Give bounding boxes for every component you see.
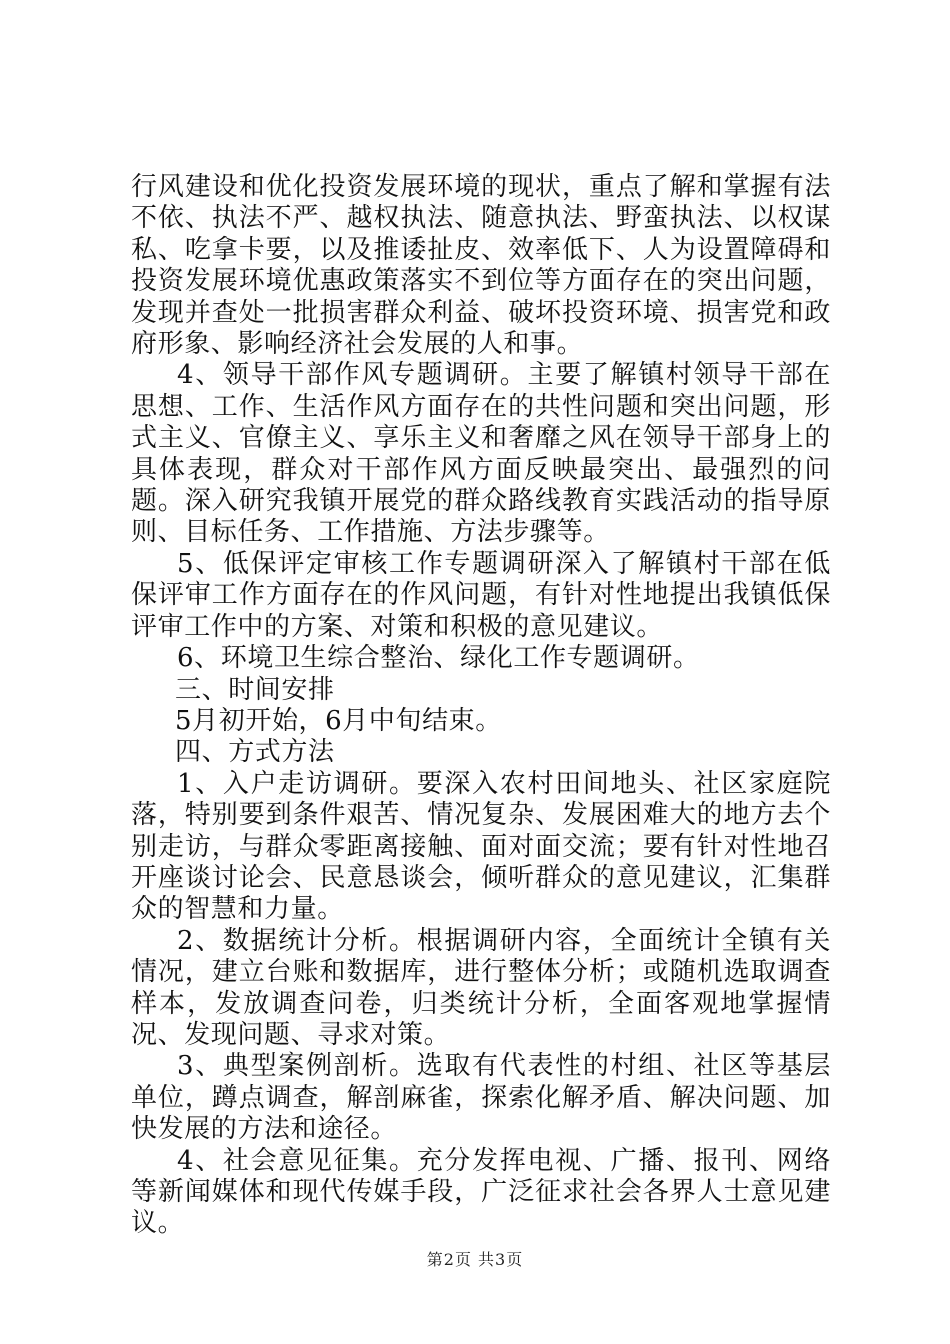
paragraph-method-4-opinions: 4、社会意见征集。充分发挥电视、广播、报刊、网络等新闻媒体和现代传媒手段，广泛征求社会各界人士意见建议。 [131, 1145, 831, 1239]
paragraph-method-1-visits: 1、入户走访调研。要深入农村田间地头、社区家庭院落，特别要到条件艰苦、情况复杂、发展困难大的地方去个别走访，与群众零距离接触、面对面交流；要有针对性地召开座谈讨论会、民意恳谈会，倾听群众的意见建议，汇集群众的智慧和力量。 [131, 768, 831, 925]
paragraph-method-3-case-study: 3、典型案例剖析。选取有代表性的村组、社区等基层单位，蹲点调查，解剖麻雀，探索化解矛盾、解决问题、加快发展的方法和途径。 [131, 1051, 831, 1145]
section-heading-schedule: 三、时间安排 [175, 674, 335, 705]
paragraph-continuation: 行风建设和优化投资发展环境的现状，重点了解和掌握有法不依、执法不严、越权执法、随意执法、野蛮执法、以权谋私、吃拿卡要，以及推诿扯皮、效率低下、人为设置障碍和投资发展环境优惠政策落实不到位等方面存在的突出问题，发现并查处一批损害群众利益、破坏投资环境、损害党和政府形象、影响经济社会发展的人和事。 [131, 172, 831, 360]
paragraph-item-6-environment: 6、环境卫生综合整治、绿化工作专题调研。 [177, 643, 700, 674]
paragraph-item-4-cadre-style: 4、领导干部作风专题调研。主要了解镇村领导干部在思想、工作、生活作风方面存在的共性问题和突出问题，形式主义、官僚主义、享乐主义和奢靡之风在领导干部身上的具体表现，群众对干部作风方面反映最突出、最强烈的问题。深入研究我镇开展党的群众路线教育实践活动的指导原则、目标任务、工作措施、方法步骤等。 [131, 360, 831, 548]
page-footer: 第2页 共3页 [426, 1250, 524, 1269]
paragraph-schedule: 5月初开始，6月中旬结束。 [175, 705, 502, 736]
paragraph-item-5-subsistence: 5、低保评定审核工作专题调研深入了解镇村干部在低保评审工作方面存在的作风问题，有针对性地提出我镇低保评审工作中的方案、对策和积极的意见建议。 [131, 548, 831, 642]
section-heading-methods: 四、方式方法 [175, 737, 335, 768]
paragraph-method-2-statistics: 2、数据统计分析。根据调研内容，全面统计全镇有关情况，建立台账和数据库，进行整体分析；或随机选取调查样本，发放调查问卷，归类统计分析，全面客观地掌握情况、发现问题、寻求对策。 [131, 925, 831, 1050]
document-body [131, 172, 831, 1240]
